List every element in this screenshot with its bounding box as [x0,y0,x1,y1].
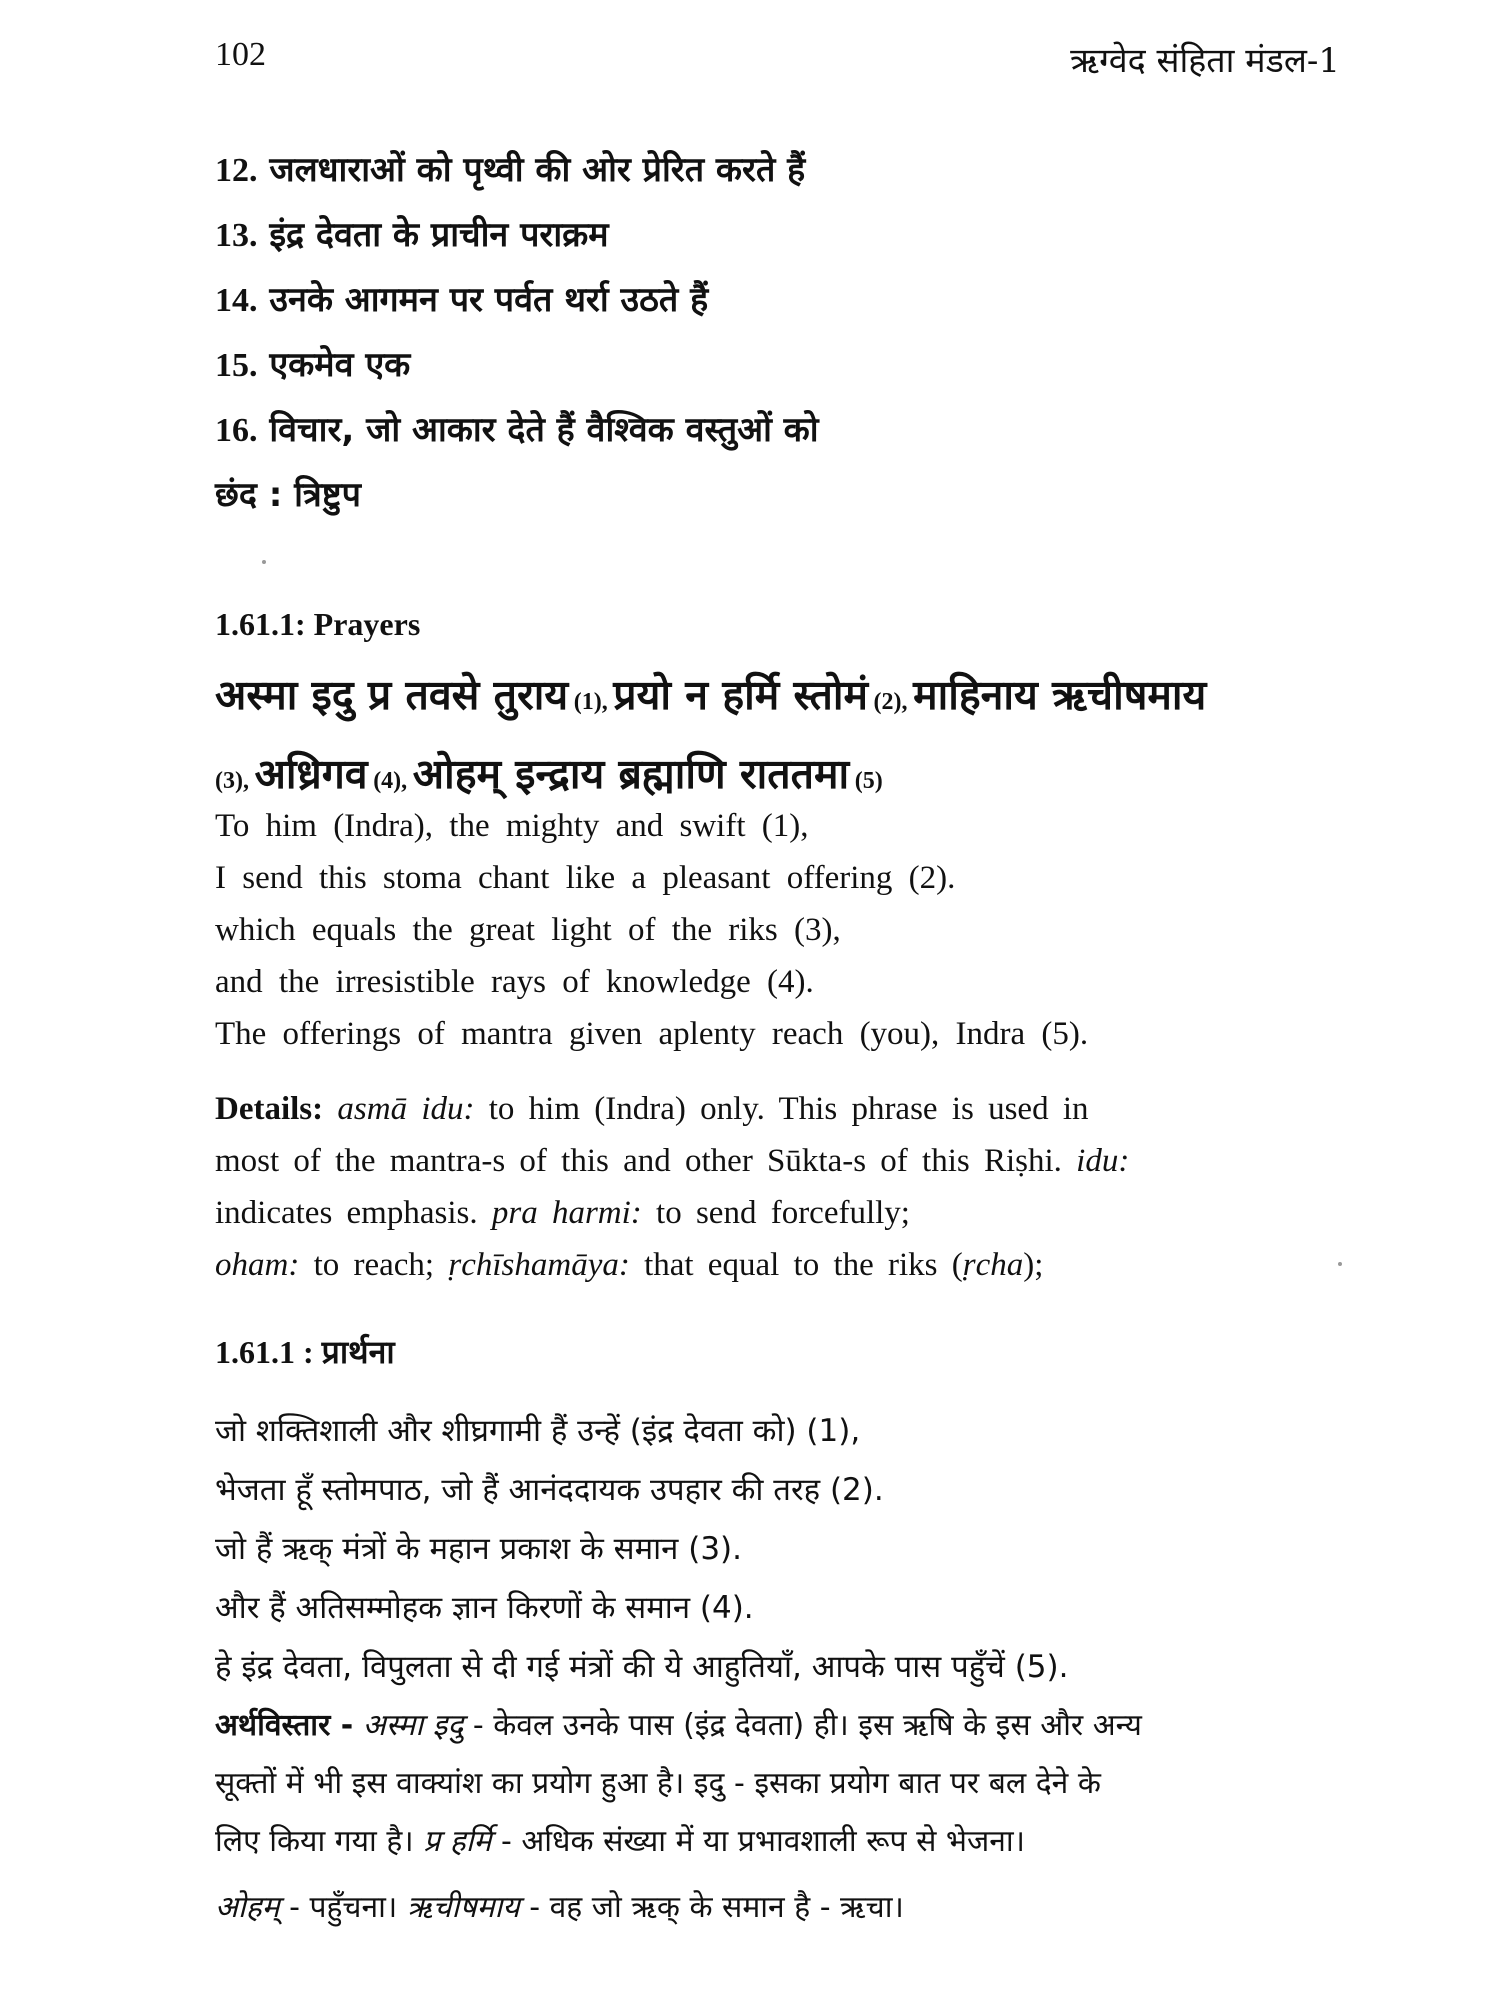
list-item: 14. उनके आगमन पर पर्वत थर्रा उठते हैं [215,280,709,320]
english-details: Details: asmā idu: to him (Indra) only. This phrase is used in most of the mantra-s of this and other Sūkta-s of this Riṣhi. idu: indicates emphasis. pra harmi: to send forcefully; oham: to reach; ṛchīshamāya: that equal to the riks (ṛcha); [215,1091,1130,1283]
list-item: 16. विचार, जो आकार देते हैं वैश्विक वस्तुओं को [215,410,819,450]
hindi-translation [215,1402,1345,1697]
translation-line: जो शक्तिशाली और शीघ्रगामी हैं उन्हें (इंद्र देवता को) (1), [215,1413,861,1449]
page-header [215,36,1340,86]
translation-line: और हैं अतिसम्मोहक ज्ञान किरणों के समान (4). [215,1590,754,1626]
translation-line: भेजता हूँ स्तोमपाठ, जो हैं आनंददायक उपहार की तरह (2). [215,1472,884,1508]
list-item: 12. जलधाराओं को पृथ्वी की ओर प्रेरित करते हैं [215,150,806,190]
translation-line: and the irresistible rays of knowledge (4). [215,964,814,1000]
translation-line: The offerings of mantra given aplenty reach (you), Indra (5). [215,1016,1089,1052]
translation-line: हे इंद्र देवता, विपुलता से दी गई मंत्रों की ये आहुतियाँ, आपके पास पहुँचें (5). [215,1649,1069,1685]
list-item: 13. इंद्र देवता के प्राचीन पराक्रम [215,215,609,255]
page-number: 102 [215,36,266,73]
translation-line: To him (Indra), the mighty and swift (1), [215,808,809,844]
section-title-english: 1.61.1: Prayers [215,606,421,642]
numbered-list [215,138,1355,463]
sanskrit-mantra: अस्मा इदु प्र तवसे तुराय (1), प्रयो न हर्मि स्तोमं (2), माहिनाय ऋचीषमाय (3), अध्रिगव (4), ओहम् इन्द्राय ब्रह्माणि राततमा (5) [215,671,1207,798]
speck [1338,1262,1342,1266]
running-head: ऋग्वेद संहिता मंडल-1 [1070,41,1340,81]
translation-line: I send this stoma chant like a pleasant offering (2). [215,860,956,896]
hindi-details: अर्थविस्तार - अस्मा इदु - केवल उनके पास (इंद्र देवता) ही। इस ऋषि के इस और अन्य सूक्तों में भी इस वाक्यांश का प्रयोग हुआ है। इदु - इसका प्रयोग बात पर बल देने के लिए किया गया है। प्र हर्मि - अधिक संख्या में या प्रभावशाली रूप से भेजना। ओहम् - पहुँचना। ऋचीषमाय - वह जो ऋक् के समान है - ऋचा। [215,1708,1142,1925]
speck [262,560,266,564]
english-translation [215,800,1335,1060]
translation-line: जो हैं ऋक् मंत्रों के महान प्रकाश के समान (3). [215,1531,743,1567]
section-title-hindi: 1.61.1 : प्रार्थना [215,1333,395,1371]
list-item: 15. एकमेव एक [215,345,411,385]
translation-line: which equals the great light of the riks (3), [215,912,841,948]
meter-line: छंद : त्रिष्टुप [215,475,361,515]
